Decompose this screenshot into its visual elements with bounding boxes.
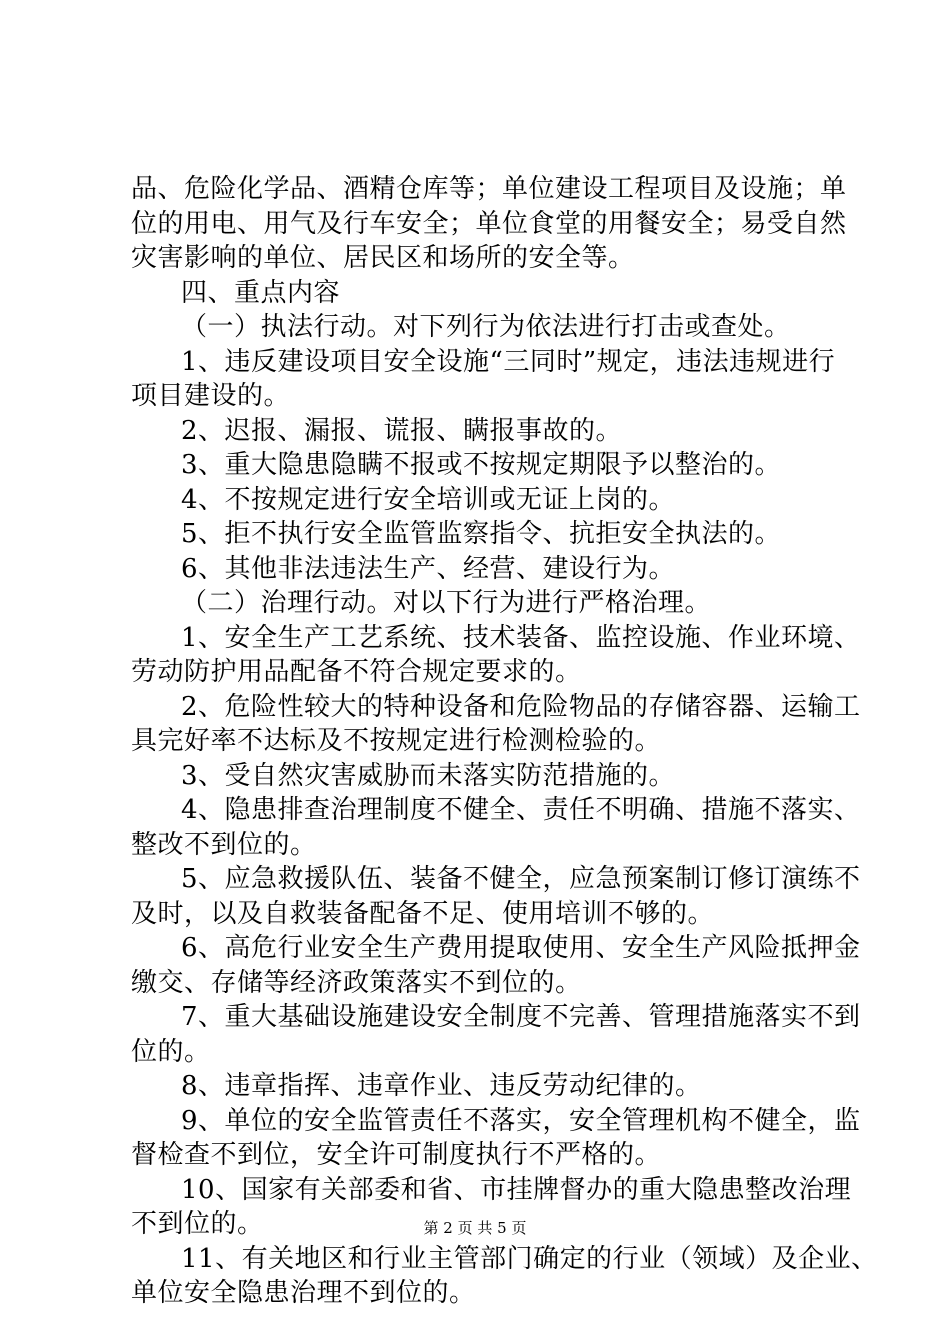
text-line: 单位安全隐患治理不到位的。 [131, 1278, 476, 1308]
text-line: 灾害影响的单位、居民区和场所的安全等。 [131, 243, 635, 273]
page-number-footer: 第 2 页 共 5 页 [423, 1219, 527, 1237]
subsection-heading: （二）治理行动。对以下行为进行严格治理。 [181, 588, 712, 618]
list-item: 4、不按规定进行安全培训或无证上岗的。 [181, 484, 676, 515]
list-item: 1、安全生产工艺系统、技术装备、监控设施、作业环境、 [181, 622, 861, 653]
list-item: 6、高危行业安全生产费用提取使用、安全生产风险抵押金 [181, 933, 861, 963]
list-item: 1、违反建设项目安全设施“三同时”规定，违法违规进行 [181, 346, 836, 377]
text-line: 缴交、存储等经济政策落实不到位的。 [131, 967, 582, 998]
document-body [131, 172, 878, 1311]
list-item: 6、其他非法违法生产、经营、建设行为。 [181, 553, 676, 584]
list-item: 11、有关地区和行业主管部门确定的行业（领域）及企业、 [181, 1243, 878, 1274]
text-line: 及时，以及自救装备配备不足、使用培训不够的。 [131, 898, 715, 929]
list-item: 5、应急救援队伍、装备不健全，应急预案制订修订演练不 [181, 864, 861, 894]
text-line: 具完好率不达标及不按规定进行检测检验的。 [131, 726, 662, 756]
list-item: 5、拒不执行安全监管监察指令、抗拒安全执法的。 [181, 519, 782, 549]
list-item: 2、危险性较大的特种设备和危险物品的存储容器、运输工 [181, 691, 861, 722]
list-item: 10、国家有关部委和省、市挂牌督办的重大隐患整改治理 [181, 1174, 852, 1205]
text-line: 整改不到位的。 [131, 829, 317, 860]
list-item: 7、重大基础设施建设安全制度不完善、管理措施落实不到 [181, 1002, 861, 1032]
subsection-heading: （一）执法行动。对下列行为依法进行打击或查处。 [181, 312, 791, 342]
list-item: 9、单位的安全监管责任不落实，安全管理机构不健全，监 [181, 1105, 861, 1136]
list-item: 4、隐患排查治理制度不健全、责任不明确、措施不落实、 [181, 795, 861, 825]
list-item: 2、迟报、漏报、谎报、瞒报事故的。 [181, 415, 623, 446]
list-item: 3、重大隐患隐瞒不报或不按规定期限予以整治的。 [181, 450, 782, 480]
list-item: 3、受自然灾害威胁而未落实防范措施的。 [181, 760, 676, 791]
text-line: 品、危险化学品、酒精仓库等；单位建设工程项目及设施；单 [131, 174, 847, 204]
text-line: 位的。 [131, 1036, 211, 1067]
text-line: 督检查不到位，安全许可制度执行不严格的。 [131, 1140, 662, 1170]
section-heading: 四、重点内容 [181, 277, 341, 308]
list-item: 8、违章指挥、违章作业、违反劳动纪律的。 [181, 1071, 702, 1101]
text-line: 不到位的。 [131, 1209, 264, 1239]
text-line: 劳动防护用品配备不符合规定要求的。 [131, 657, 582, 687]
text-line: 位的用电、用气及行车安全；单位食堂的用餐安全；易受自然 [131, 208, 847, 239]
text-line: 项目建设的。 [131, 381, 291, 411]
